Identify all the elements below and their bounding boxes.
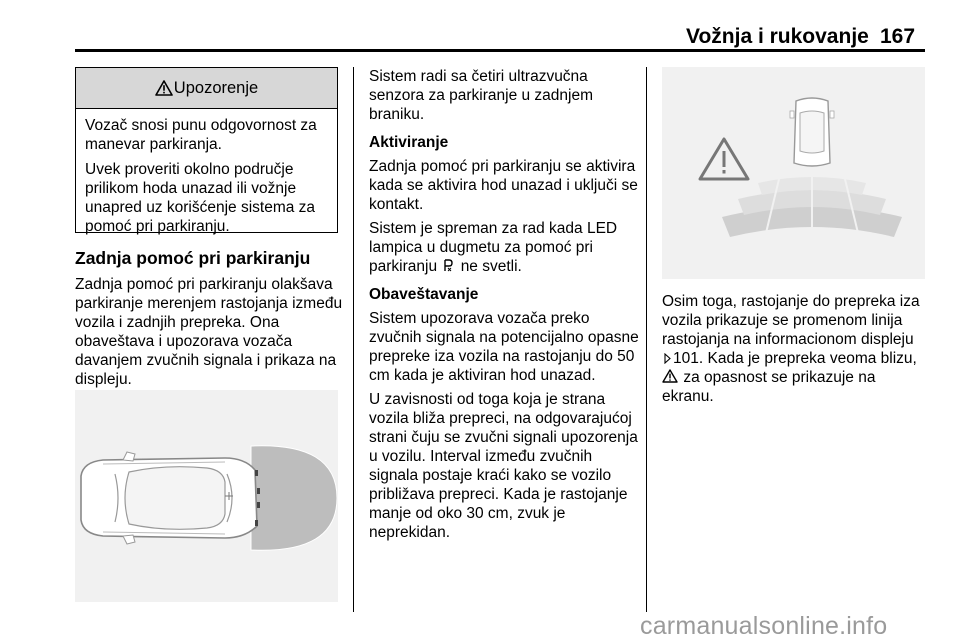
warning-box bbox=[75, 67, 338, 233]
warning-box-header bbox=[76, 68, 337, 109]
right-paragraph bbox=[662, 292, 928, 406]
obavestavanje-paragraph-1: Sistem upozorava vozača preko zvučnih signala na potencijalno opasne prepreke iza vozila na rastojanju do 50 cm kada je aktiviran hod unazad. bbox=[369, 310, 639, 384]
warning-paragraph-2: Uvek proveriti okolno područje prilikom hoda unazad ili vožnje unapred uz korišćenje sistema za pomoć pri parkiranju. bbox=[85, 161, 316, 235]
warning-triangle-icon bbox=[662, 369, 678, 383]
warning-paragraph-1: Vozač snosi punu odgovornost za manevar parkiranja. bbox=[85, 117, 317, 153]
running-head: Vožnja i rukovanje bbox=[686, 25, 869, 48]
aktiviranje-paragraph-2 bbox=[369, 219, 641, 276]
watermark: carmanualsonline.info bbox=[640, 612, 888, 640]
right-text-1: Osim toga, rastojanje do prepreka iza vozila prikazuje se promenom linija rastojanja na informacionom displeju bbox=[662, 293, 920, 348]
rear-parking-figure bbox=[75, 390, 338, 602]
aktiviranje-paragraph-1: Zadnja pomoć pri parkiranju se aktivira kada se aktivira hod unazad i uključi se kontakt. bbox=[369, 158, 638, 213]
page-number: 167 bbox=[880, 25, 916, 48]
section-intro: Zadnja pomoć pri parkiranju olakšava parkiranje merenjem rastojanja između vozila i zadnjih prepreka. Ona obaveštava i upozorava vozača davanjem zvučnih signala i prikaza na displeju. bbox=[75, 276, 343, 388]
right-text-2: . Kada je prepreka veoma blizu, bbox=[698, 350, 917, 367]
parking-assist-button-icon bbox=[443, 259, 454, 272]
column-divider-2 bbox=[646, 67, 647, 612]
column-divider-1 bbox=[353, 67, 354, 612]
right-text-3: za opasnost se prikazuje na ekranu. bbox=[662, 369, 876, 405]
header-rule bbox=[75, 49, 925, 52]
aktiviranje-text-a: Sistem je spreman za rad kada LED lampica u dugmetu za pomoć pri parkiranju bbox=[369, 220, 618, 275]
page-reference-arrow-icon bbox=[664, 353, 671, 364]
subheading-aktiviranje: Aktiviranje bbox=[369, 134, 449, 151]
middle-paragraph-1: Sistem radi sa četiri ultrazvučna senzora za parkiranje u zadnjem braniku. bbox=[369, 68, 594, 123]
warning-triangle-icon bbox=[155, 80, 173, 96]
aktiviranje-text-b: ne svetli. bbox=[460, 258, 522, 275]
page-reference[interactable]: 101 bbox=[673, 350, 699, 367]
display-figure bbox=[662, 67, 925, 279]
subheading-obavestavanje: Obaveštavanje bbox=[369, 286, 479, 303]
obavestavanje-paragraph-2: U zavisnosti od toga koja je strana vozila bliža prepreci, na odgovarajućoj strani čuju se zvučni signali upozorenja u vozilu. Interval između zvučnih signala postaje kraći kako se vozilo približava prepreci. Kada je rastojanje manje od oko 30 cm, zvuk je neprekidan. bbox=[369, 391, 638, 541]
section-title: Zadnja pomoć pri parkiranju bbox=[75, 248, 311, 268]
warning-box-title: Upozorenje bbox=[173, 78, 259, 97]
